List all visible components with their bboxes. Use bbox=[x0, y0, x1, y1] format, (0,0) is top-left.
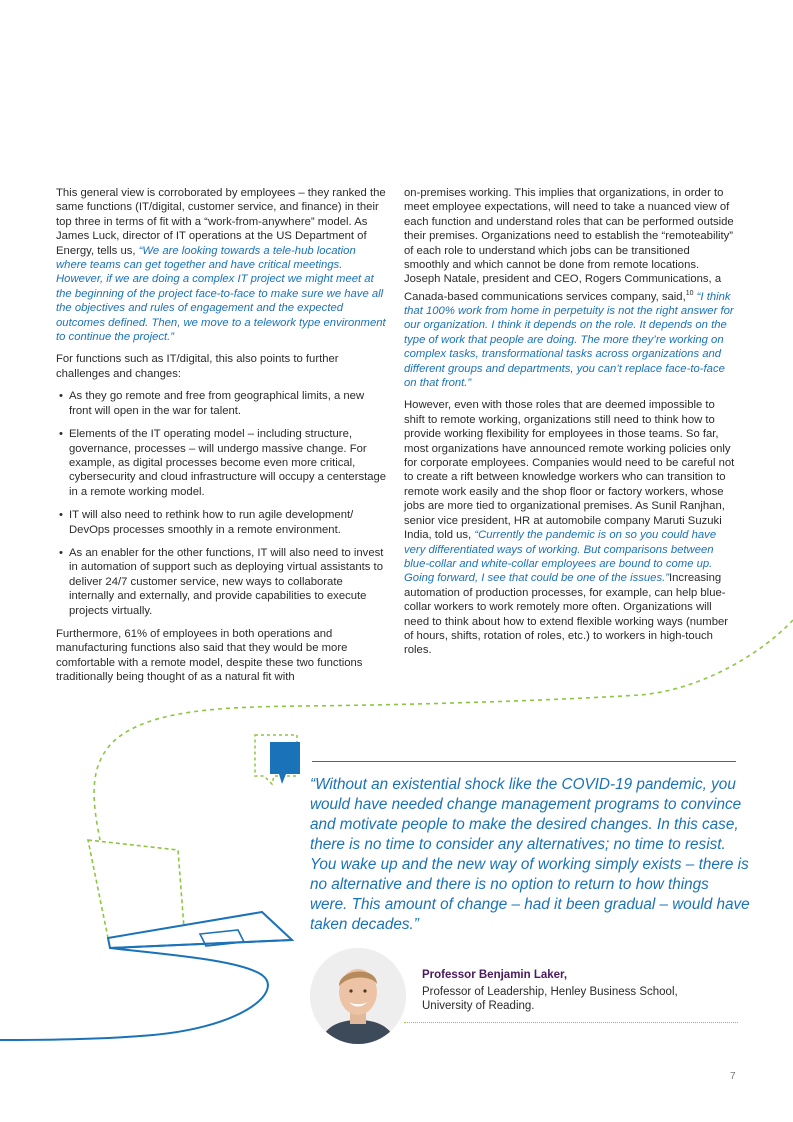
left-paragraph-3: Furthermore, 61% of employees in both operations and manufacturing functions also said that they would be more comfortable with a remote model, despite these two functions traditionally being thought of as a natural fit with bbox=[56, 627, 363, 684]
quote-divider bbox=[312, 761, 736, 762]
page-number: 7 bbox=[730, 1071, 736, 1082]
right-p2-text: However, even with those roles that are deemed impossible to shift to remote working, organizations still need to think how to provide working flexibility for employees in those teams. So far, most organizations have announced remote working policies only for corporate employees. Companies would need to be careful not to create a rift between knowledge workers who can transition to remote work easily and the shop floor or factory workers, whose jobs are more tied to organizational premises. As Sunil Ranjhan, senior vice president, HR at automobile company Maruti Suzuki India, told us, bbox=[404, 399, 735, 542]
right-p2-quote: “Currently the pandemic is on so you could have very differentiated ways of working. But comparisons between blue-collar and white-collar employees are bound to come up. Going forward, I see that could be one of the issues.” bbox=[404, 529, 717, 585]
author-name: Professor Benjamin Laker, bbox=[422, 969, 568, 981]
avatar-illustration bbox=[310, 948, 406, 1044]
author-divider bbox=[404, 1022, 738, 1023]
left-paragraph-1 bbox=[56, 186, 388, 344]
left-column bbox=[56, 186, 388, 693]
pull-quote: “Without an existential shock like the COVID-19 pandemic, you would have needed change management programs to convince and motivate people to make the desired changes. In this case, there is no time to consider any alternatives; no time to resist. You wake up and the new way of working simply exists – there is no alternative and there is no option to return to how things were. This amount of change – had it been gradual – would have taken decades.” bbox=[310, 776, 750, 933]
right-p2-after: Increasing automation of production processes, for example, can help blue-collar workers to work remotely more often. Organizations will need to think about how to extend flexible working ways (number of hours, shifts, rotation of roles, etc.) to workers in high-touch roles. bbox=[404, 572, 729, 657]
bullet-list bbox=[56, 389, 388, 618]
right-column bbox=[404, 186, 737, 666]
left-p1-text: This general view is corroborated by employees – they ranked the same functions (IT/digital, customer service, and finance) in their top three in terms of fit with a “work-from-anywhere” model. As James Luck, director of IT operations at the US Department of Energy, tells us, bbox=[56, 187, 386, 257]
left-paragraph-2: For functions such as IT/digital, this also points to further challenges and changes: bbox=[56, 353, 339, 380]
laptop-icon bbox=[88, 840, 292, 948]
right-p1-quote: “I think that 100% work from home in perpetuity is not the right answer for our organization. I think it depends on the role. It depends on the type of work that people are doing. The more they’re working on complex tasks, transformational tasks across organizations and different groups and departments, you can’t replace face-to-face on that front.” bbox=[404, 290, 734, 390]
author-role: Professor of Leadership, Henley Business School, University of Reading. bbox=[422, 986, 678, 1013]
blue-flow-line bbox=[0, 948, 268, 1040]
left-p1-quote: “We are looking towards a tele-hub location where teams can get together and have critical meetings. However, if we are doing a complex IT project we might meet at the beginning of the project face-to-face to make sure we have all the objectives and rules of engagement and the expected outcomes defined. Then, we move to a telework type environment to continue the project.” bbox=[56, 244, 386, 344]
footnote-ref: 10 bbox=[685, 289, 694, 297]
right-paragraph-1 bbox=[404, 186, 737, 390]
speech-bubble-icon bbox=[252, 732, 304, 788]
right-p1-text: on-premises working. This implies that organizations, in order to meet employee expectations, will need to take a nuanced view of each function and understand roles that can be performed outside their premises. Organizations need to establish the “remoteability” of each role to understand which jobs can be transitioned smoothly and which cannot be done from remote locations. Joseph Natale, president and CEO, Rogers Communications, a Canada-based communications services company, said, bbox=[404, 187, 734, 303]
person-photo bbox=[310, 948, 406, 1044]
bullet-item: • As they go remote and free from geographical limits, a new front will open in the war for talent. bbox=[56, 389, 388, 418]
bullet-item: • As an enabler for the other functions, IT will also need to invest in automation of support such as deploying virtual assistants to deliver 24/7 customer service, new ways to collaborate internally and externally, and provide capabilities to execute projects virtually. bbox=[56, 546, 388, 618]
bullet-item: • Elements of the IT operating model – including structure, governance, processes – will undergo massive change. For example, as digital processes become even more critical, cybersecurity and cloud infrastructure will occupy a centerstage in a remote working model. bbox=[56, 427, 388, 499]
bullet-item: • IT will also need to rethink how to run agile development/ DevOps processes smoothly in a remote environment. bbox=[56, 508, 388, 537]
right-paragraph-2 bbox=[404, 398, 737, 657]
